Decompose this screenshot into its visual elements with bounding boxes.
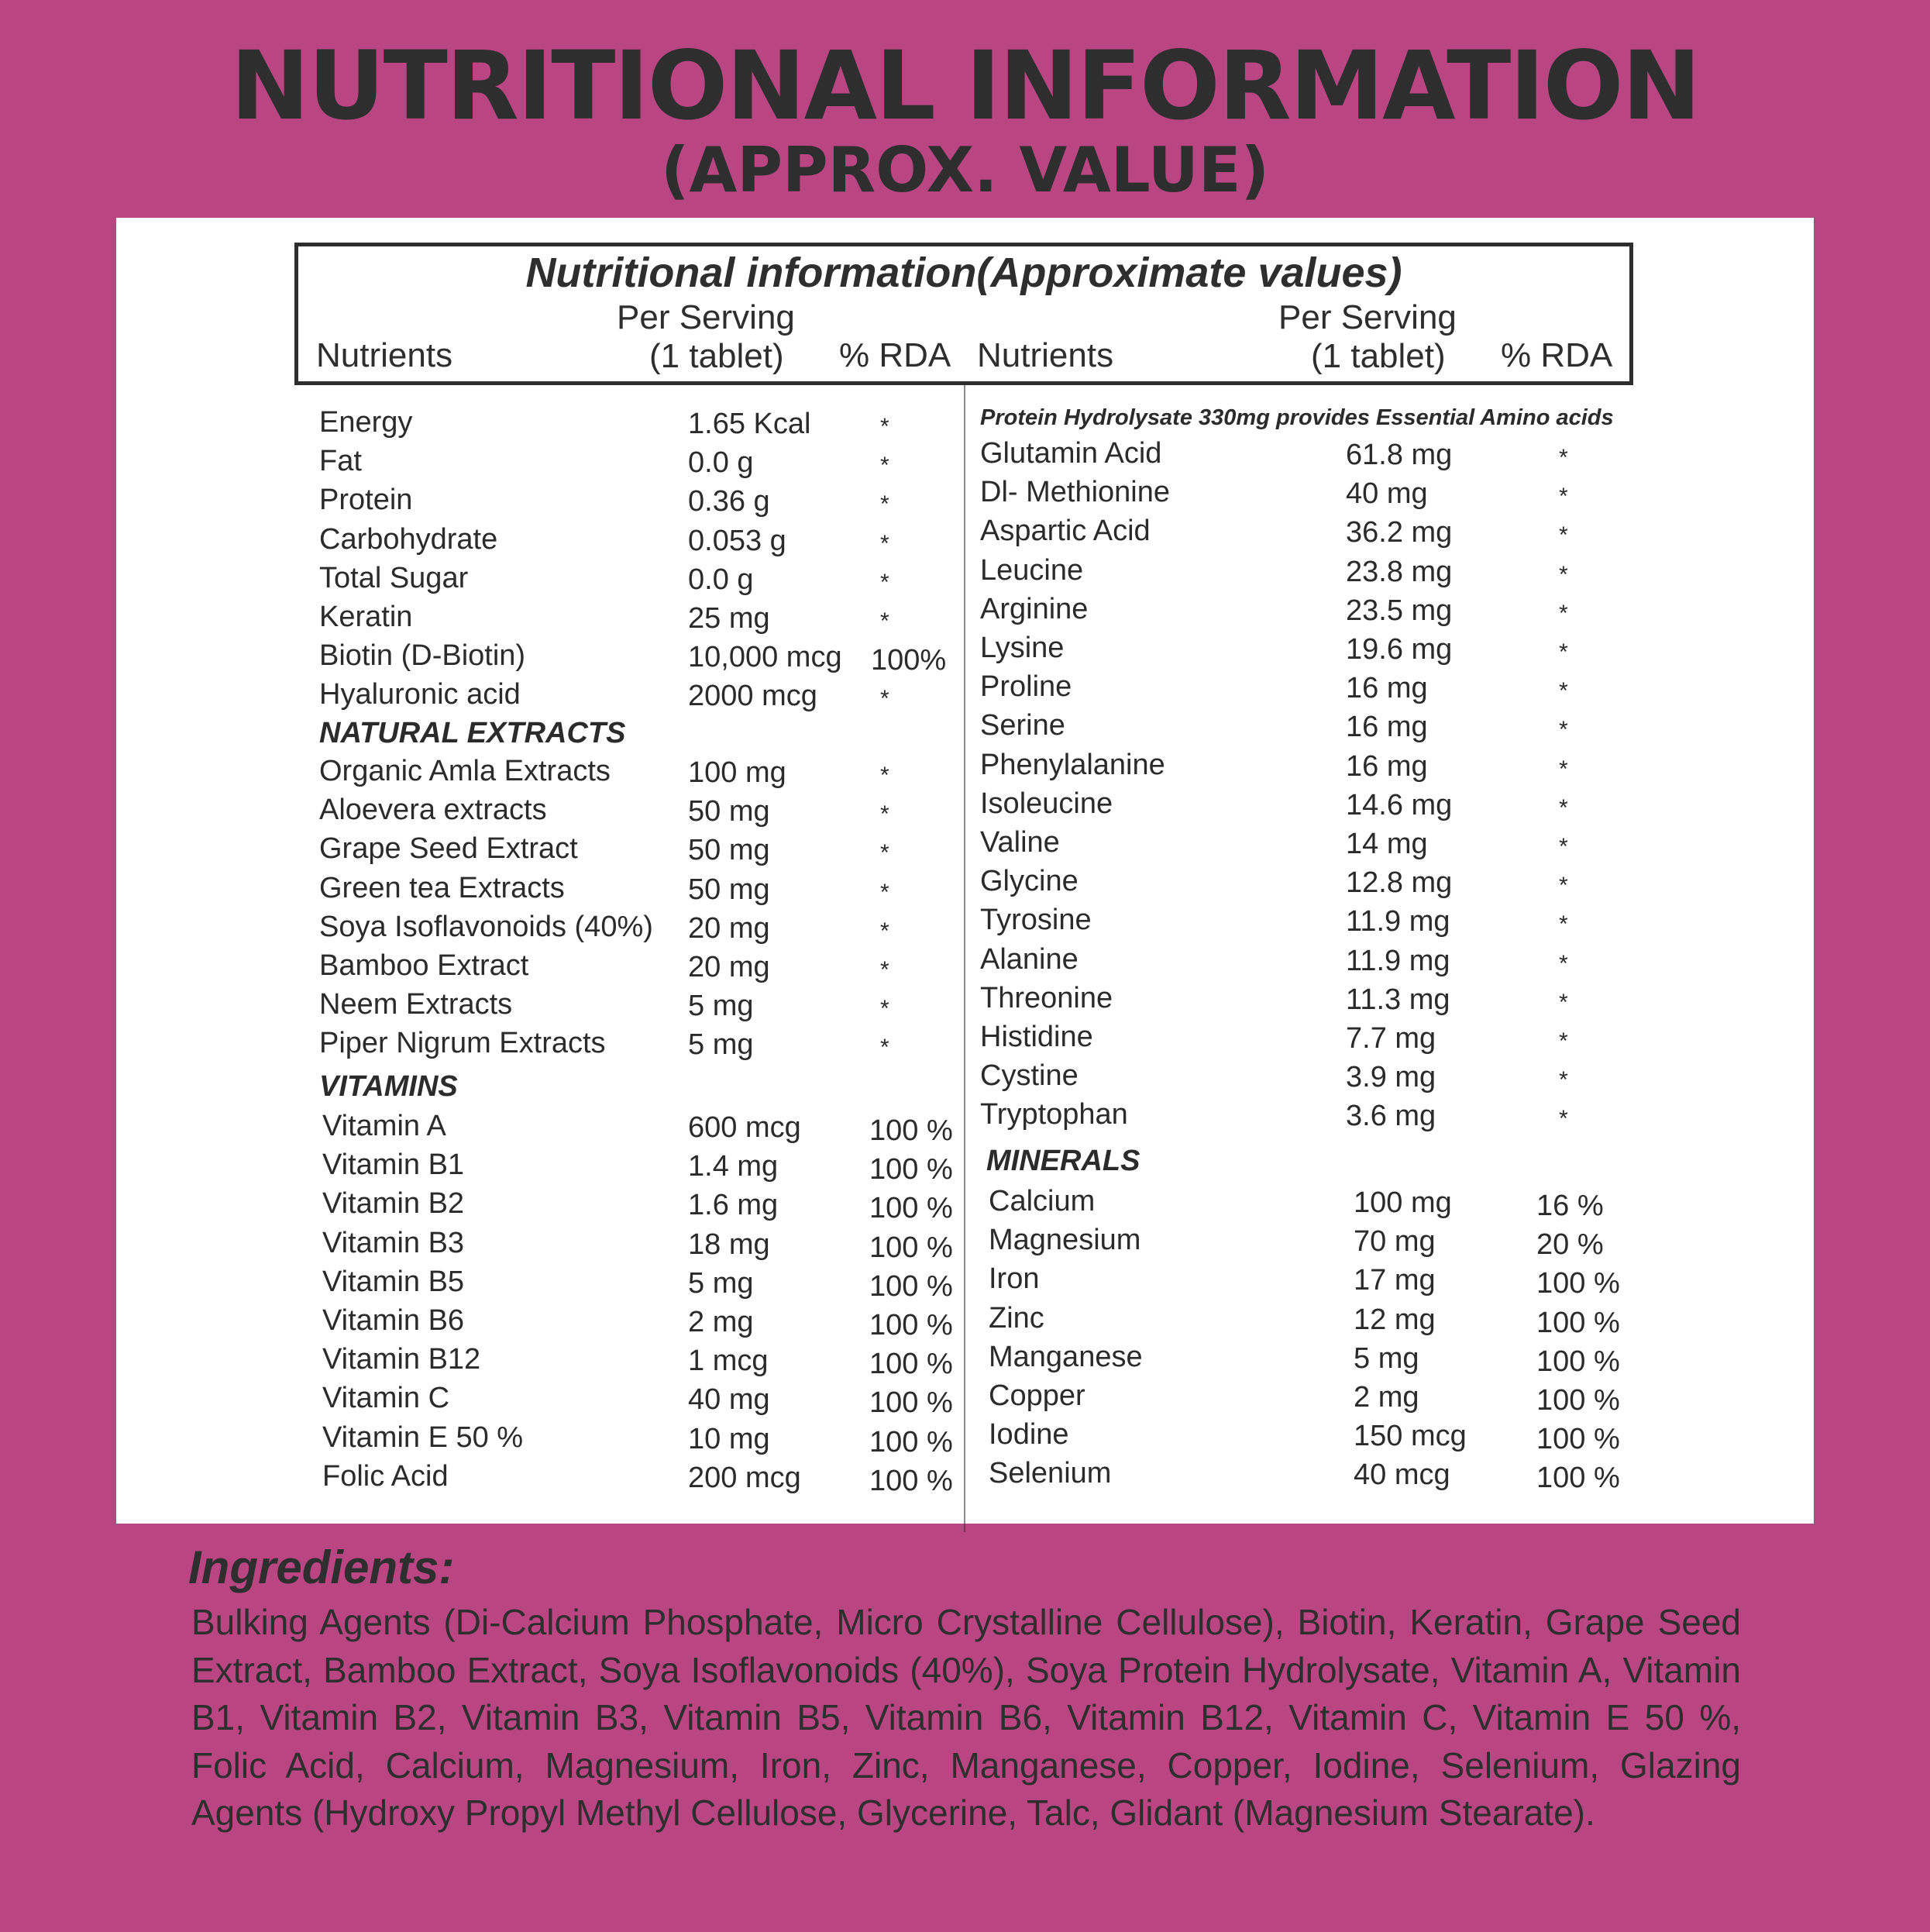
nutrient-value: 16 mg: [1346, 749, 1428, 783]
nutrient-name: Carbohydrate: [319, 522, 498, 556]
nutrient-value: 40 mcg: [1354, 1458, 1450, 1492]
nutrient-name: Histidine: [980, 1021, 1093, 1053]
nutrient-name: Bamboo Extract: [319, 949, 529, 982]
nutrient-value: 2 mg: [1354, 1381, 1419, 1414]
amino-acid-note: Protein Hydrolysate 330mg provides Essential Amino acids: [980, 405, 1614, 430]
ingredients-text: Bulking Agents (Di-Calcium Phosphate, Micro Crystalline Cellulose), Biotin, Keratin, Grape Seed Extract, Bamboo Extract, Soya Isoflavonoids (40%), Soya Protein Hydrolysate, Vitamin A, Vitamin B1, Vitamin B2, Vitamin B3, Vitamin B5, Vitamin B6, Vitamin B12, Vitamin C, Vitamin E 50 %, Folic Acid, Calcium, Magnesium, Iron, Zinc, Manganese, Copper, Iodine, Selenium, Glazing Agents (Hydroxy Propyl Methyl Cellulose, Glycerine, Talc, Glidant (Magnesium Stearate).: [191, 1602, 1741, 1833]
nutrient-rda: *: [1559, 1028, 1568, 1054]
nutrient-rda: *: [880, 879, 889, 905]
nutrient-name: Aloevera extracts: [319, 794, 547, 827]
nutrient-name: Phenylalanine: [980, 748, 1165, 781]
nutrient-name: Vitamin A: [322, 1110, 446, 1142]
nutrient-value: 600 mcg: [688, 1111, 801, 1144]
ingredients-heading: Ingredients:: [188, 1541, 455, 1593]
nutrient-name: Vitamin C: [322, 1382, 450, 1415]
nutrient-rda: 100 %: [1536, 1384, 1620, 1417]
nutrient-name: Protein: [319, 484, 413, 517]
nutrient-rda: 100 %: [869, 1231, 953, 1264]
nutrient-rda: 100 %: [869, 1192, 953, 1225]
nutrient-rda: 100 %: [1536, 1267, 1620, 1300]
nutrient-value: 0.0 g: [688, 563, 754, 596]
nutrient-rda: *: [1559, 600, 1568, 626]
nutrient-name: Isoleucine: [980, 787, 1113, 820]
nutrient-name: Lysine: [980, 632, 1065, 664]
nutrient-rda: *: [1559, 794, 1568, 821]
nutrient-value: 5 mg: [688, 1028, 754, 1062]
nutrient-value: 7.7 mg: [1346, 1022, 1436, 1055]
header-serving-unit-left: (1 tablet): [649, 337, 784, 375]
nutrient-rda: 100%: [871, 644, 947, 677]
nutrient-rda: 16 %: [1536, 1190, 1604, 1222]
nutrient-rda: *: [880, 918, 889, 944]
nutrient-rda: *: [880, 840, 889, 866]
nutrient-name: Cystine: [980, 1059, 1079, 1093]
nutrient-rda: *: [1559, 834, 1568, 859]
header-nutrients-left: Nutrients: [316, 336, 453, 374]
nutrient-value: 3.9 mg: [1346, 1061, 1436, 1094]
header-per-serving-left: Per Serving: [617, 298, 795, 336]
nutrient-rda: 100 %: [869, 1425, 953, 1458]
nutrient-value: 100 mg: [1354, 1186, 1452, 1219]
nutrient-rda: *: [1559, 678, 1568, 704]
nutrient-rda: *: [880, 414, 889, 439]
nutrient-value: 50 mg: [688, 834, 770, 867]
nutrient-rda: *: [1559, 950, 1568, 976]
nutrient-rda: 100 %: [1536, 1462, 1620, 1495]
nutrient-rda: *: [1559, 522, 1568, 549]
nutrient-rda: 100 %: [869, 1464, 953, 1497]
nutrient-value: 200 mcg: [688, 1461, 801, 1494]
nutrient-name: Aspartic Acid: [980, 515, 1151, 548]
nutrient-name: Folic Acid: [322, 1459, 449, 1493]
nutrient-name: Vitamin B1: [322, 1149, 465, 1182]
nutrient-rda: *: [880, 1035, 889, 1061]
nutrient-value: 16 mg: [1346, 672, 1428, 705]
nutrient-rda: *: [880, 686, 889, 712]
nutrient-name: Magnesium: [989, 1224, 1141, 1257]
nutrient-value: 10 mg: [688, 1422, 770, 1455]
nutrient-rda: *: [880, 491, 889, 518]
nutrient-name: Arginine: [980, 592, 1089, 625]
nutrient-name: Energy: [319, 406, 413, 439]
nutrient-value: 14 mg: [1346, 828, 1428, 860]
nutrient-name: Neem Extracts: [319, 988, 513, 1021]
nutrient-value: 2000 mcg: [688, 680, 817, 713]
nutrient-rda: *: [1559, 1106, 1568, 1132]
nutrient-value: 50 mg: [688, 873, 770, 906]
nutrient-rda: 100 %: [869, 1309, 953, 1341]
nutrient-name: Tyrosine: [980, 904, 1092, 937]
header-rda-right: % RDA: [1501, 336, 1613, 374]
nutrient-name: Leucine: [980, 553, 1084, 587]
nutrient-name: Iron: [989, 1262, 1040, 1296]
nutrient-rda: *: [880, 453, 889, 479]
nutrient-name: Piper Nigrum Extracts: [319, 1027, 606, 1060]
nutrient-name: Vitamin B3: [322, 1226, 465, 1259]
nutrient-name: Green tea Extracts: [319, 871, 565, 904]
nutrient-rda: *: [1559, 639, 1568, 665]
nutrient-value: 50 mg: [688, 795, 770, 828]
nutrient-name: Vitamin B2: [322, 1187, 465, 1221]
nutrient-name: Biotin (D-Biotin): [319, 639, 526, 673]
nutrient-name: Calcium: [989, 1185, 1096, 1217]
nutrient-value: 40 mg: [688, 1383, 770, 1417]
nutrient-rda: *: [1559, 445, 1568, 470]
section-natural-extracts: NATURAL EXTRACTS: [319, 717, 626, 749]
nutrient-value: 16 mg: [1346, 711, 1428, 744]
nutrient-rda: *: [880, 957, 889, 983]
nutrient-rda: *: [1559, 873, 1568, 899]
nutrient-value: 11.9 mg: [1346, 944, 1450, 977]
nutrient-name: Vitamin B12: [322, 1343, 481, 1376]
nutrient-value: 5 mg: [1354, 1341, 1419, 1375]
nutrient-value: 61.8 mg: [1346, 439, 1453, 471]
nutrient-value: 10,000 mcg: [688, 641, 842, 674]
nutrient-rda: *: [880, 530, 889, 556]
nutrient-value: 0.053 g: [688, 524, 786, 557]
nutrient-name: Manganese: [989, 1340, 1143, 1373]
nutrient-name: Hyaluronic acid: [319, 678, 521, 711]
nutrient-rda: *: [1559, 756, 1568, 782]
nutrient-rda: 100 %: [869, 1348, 953, 1381]
nutrient-value: 1.65 Kcal: [688, 408, 811, 440]
nutrient-rda: *: [880, 569, 889, 595]
nutrient-rda: *: [1559, 911, 1568, 938]
nutrient-rda: *: [1559, 717, 1568, 743]
nutrient-name: Vitamin E 50 %: [322, 1421, 524, 1454]
nutrient-value: 3.6 mg: [1346, 1100, 1436, 1133]
nutrient-value: 0.36 g: [688, 485, 770, 518]
nutrient-name: Copper: [989, 1379, 1085, 1412]
section-vitamins: VITAMINS: [319, 1070, 458, 1103]
nutrient-value: 1 mcg: [688, 1345, 769, 1378]
nutrient-rda: 100 %: [869, 1153, 953, 1186]
nutrient-name: Organic Amla Extracts: [319, 755, 611, 787]
nutrient-value: 12 mg: [1354, 1303, 1436, 1336]
nutrient-name: Dl- Methionine: [980, 476, 1170, 509]
header-per-serving-right: Per Serving: [1278, 298, 1457, 336]
nutrient-rda: *: [880, 608, 889, 634]
nutrient-value: 23.5 mg: [1346, 594, 1453, 627]
nutrient-value: 5 mg: [688, 1266, 754, 1300]
nutrient-value: 11.3 mg: [1346, 983, 1450, 1016]
nutrient-rda: *: [1559, 484, 1568, 510]
nutrient-name: Tryptophan: [980, 1098, 1128, 1131]
nutrient-name: Selenium: [989, 1457, 1112, 1490]
nutrient-value: 23.8 mg: [1346, 555, 1453, 588]
nutrient-value: 17 mg: [1354, 1264, 1436, 1297]
nutrient-value: 1.4 mg: [688, 1150, 779, 1183]
nutrient-value: 2 mg: [688, 1306, 754, 1338]
header-rda-left: % RDA: [839, 336, 951, 374]
nutrient-name: Valine: [980, 826, 1060, 859]
nutrient-name: Vitamin B6: [322, 1304, 465, 1337]
nutrient-name: Glutamin Acid: [980, 437, 1162, 470]
page-title: NUTRITIONAL INFORMATION: [230, 31, 1700, 141]
nutrient-name: Alanine: [980, 942, 1079, 976]
nutrient-value: 1.6 mg: [688, 1189, 779, 1222]
nutrient-name: Zinc: [989, 1301, 1044, 1334]
nutrient-value: 12.8 mg: [1346, 866, 1453, 900]
nutrient-rda: 100 %: [1536, 1345, 1620, 1378]
nutrient-rda: 20 %: [1536, 1228, 1604, 1262]
nutrient-value: 0.0 g: [688, 446, 754, 480]
nutrient-name: Proline: [980, 670, 1072, 704]
nutrient-name: Vitamin B5: [322, 1265, 465, 1298]
nutrient-rda: *: [1559, 561, 1568, 587]
nutrient-value: 40 mg: [1346, 477, 1428, 511]
nutrient-value: 11.9 mg: [1346, 905, 1450, 938]
nutrient-name: Iodine: [989, 1418, 1069, 1452]
nutrient-value: 19.6 mg: [1346, 633, 1453, 666]
column-divider: [964, 385, 965, 1532]
nutrient-name: Grape Seed Extract: [319, 832, 578, 866]
nutrient-value: 14.6 mg: [1346, 788, 1453, 821]
nutrient-name: Soya Isoflavonoids (40%): [319, 910, 653, 943]
nutrient-name: Total Sugar: [319, 561, 469, 594]
nutrient-rda: 100 %: [1536, 1423, 1620, 1456]
nutrient-name: Keratin: [319, 601, 413, 633]
table-title: Nutritional information(Approximate values): [525, 250, 1402, 296]
nutrient-value: 20 mg: [688, 911, 770, 945]
nutrient-name: Fat: [319, 445, 362, 478]
nutrient-rda: *: [880, 763, 889, 788]
nutrient-value: 70 mg: [1354, 1225, 1436, 1259]
nutrient-value: 36.2 mg: [1346, 516, 1453, 549]
nutrient-rda: *: [880, 801, 889, 828]
header-nutrients-right: Nutrients: [977, 336, 1114, 374]
nutrient-name: Serine: [980, 709, 1065, 742]
page-subtitle: (APPROX. VALUE): [660, 134, 1270, 206]
nutrient-rda: *: [880, 996, 889, 1022]
nutrient-rda: *: [1559, 989, 1568, 1015]
nutrient-value: 5 mg: [688, 990, 754, 1023]
nutrient-value: 18 mg: [688, 1228, 770, 1261]
section-minerals: MINERALS: [986, 1145, 1140, 1177]
nutrient-rda: 100 %: [869, 1269, 953, 1303]
nutrient-name: Glycine: [980, 865, 1079, 898]
nutrient-rda: 100 %: [869, 1114, 953, 1147]
nutrient-value: 100 mg: [688, 756, 786, 789]
nutrient-value: 25 mg: [688, 602, 770, 635]
nutrient-rda: *: [1559, 1067, 1568, 1093]
nutrient-value: 150 mcg: [1354, 1420, 1467, 1453]
header-serving-unit-right: (1 tablet): [1311, 337, 1446, 375]
nutrient-rda: 100 %: [869, 1386, 953, 1420]
nutrient-value: 20 mg: [688, 951, 770, 983]
nutrient-name: Threonine: [980, 981, 1113, 1014]
nutrient-rda: 100 %: [1536, 1306, 1620, 1339]
